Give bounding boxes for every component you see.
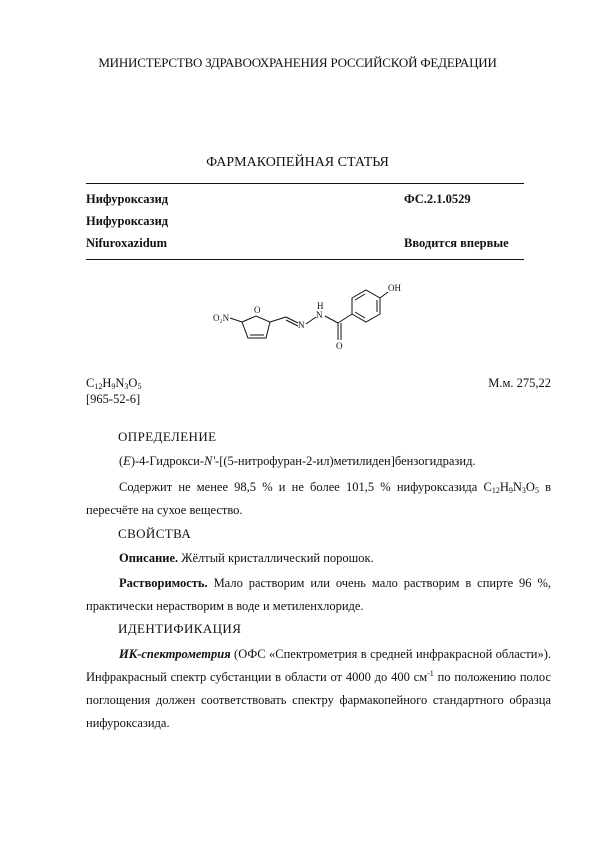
- ir-text-2: по положению полос поглощения должен соответствовать спектру фармакопейного стандартного образца нифуроксазида.: [86, 670, 551, 730]
- drug-name-ru-2: Нифуроксазид: [86, 214, 169, 228]
- formula-h: H: [102, 376, 112, 390]
- cf-c: C: [483, 480, 492, 494]
- cf-n-n: 3: [521, 486, 526, 495]
- cf-c-n: 12: [491, 486, 500, 495]
- formula-c: C: [86, 376, 95, 390]
- ir-text-1: (ОФС «Спектрометрия в средней инфракрасной области»). Инфракрасный спектр субстанции в области от 4000 до 400 см: [86, 647, 551, 684]
- chemical-structure: [200, 276, 440, 356]
- formula-c-count: 12: [94, 382, 103, 391]
- content-formula: [484, 480, 539, 494]
- identification-heading: ИДЕНТИФИКАЦИЯ: [118, 621, 242, 636]
- carbonyl-oxygen-label: O: [336, 341, 343, 351]
- document-type-title: ФАРМАКОПЕЙНАЯ СТАТЬЯ: [206, 155, 389, 170]
- drug-name-latin: Nifuroxazidum: [86, 236, 168, 250]
- description-label: Описание.: [119, 551, 179, 565]
- cas-number: [965-52-6]: [86, 392, 141, 406]
- molecular-weight: М.м. 275,22: [488, 376, 551, 390]
- header-top-rule: [86, 183, 524, 184]
- formula-o-count: 5: [137, 382, 142, 391]
- drug-name-ru: Нифуроксазид: [86, 192, 169, 206]
- header-bottom-rule: [86, 259, 524, 260]
- chem-name-nprime: N': [204, 454, 216, 468]
- nitrogen-label-2: N: [316, 310, 323, 320]
- article-status: Вводится впервые: [404, 236, 509, 250]
- content-tail: в пересчёте на сухое вещество.: [86, 480, 552, 517]
- content-statement: [86, 476, 551, 522]
- molecular-formula: [86, 376, 141, 391]
- ir-paragraph: [86, 643, 551, 735]
- solubility-text: Мало растворим или очень мало растворим в спирте 96 %, практически нерастворим в воде и метиленхлориде.: [86, 576, 551, 613]
- cf-h-n: 9: [508, 486, 513, 495]
- article-code: ФС.2.1.0529: [404, 192, 471, 206]
- chem-name-part-c: -[(5-нитрофуран-2-ил)метилиден]бензогидразид.: [215, 454, 476, 468]
- formula-n-count: 3: [124, 382, 129, 391]
- nitro-group-label: O₂N: [213, 313, 230, 323]
- furan-oxygen-label: O: [254, 305, 261, 315]
- chem-name-part-a: (: [119, 454, 124, 468]
- chem-name-part-b: )-4-Гидрокси-: [130, 454, 205, 468]
- nitrogen-label-1: N: [298, 320, 305, 330]
- cf-o-n: 5: [534, 486, 539, 495]
- content-text: Содержит не менее 98,5 % и не более 101,5 % нифуроксазида: [119, 480, 478, 494]
- cf-o: O: [525, 480, 535, 494]
- ir-label: ИК-спектрометрия: [119, 647, 231, 661]
- hydrogen-label: H: [317, 301, 324, 311]
- cf-n: N: [512, 480, 522, 494]
- ir-superscript: -1: [427, 668, 434, 678]
- description-paragraph: [86, 547, 551, 570]
- formula-h-count: 9: [111, 382, 116, 391]
- structure-drawing: [200, 276, 440, 356]
- definition-heading: ОПРЕДЕЛЕНИЕ: [118, 429, 217, 444]
- solubility-label: Растворимость.: [119, 576, 208, 590]
- cf-h: H: [499, 480, 509, 494]
- chem-name-e: E: [123, 454, 131, 468]
- formula-n: N: [115, 376, 125, 390]
- solubility-paragraph: [86, 572, 551, 618]
- properties-heading: СВОЙСТВА: [118, 526, 192, 541]
- chemical-name: [86, 450, 551, 473]
- formula-o: O: [128, 376, 138, 390]
- description-text: Жёлтый кристаллический порошок.: [178, 551, 374, 565]
- ministry-title: МИНИСТЕРСТВО ЗДРАВООХРАНЕНИЯ РОССИЙСКОЙ ФЕДЕРАЦИИ: [98, 55, 497, 70]
- hydroxy-label: OH: [388, 283, 401, 293]
